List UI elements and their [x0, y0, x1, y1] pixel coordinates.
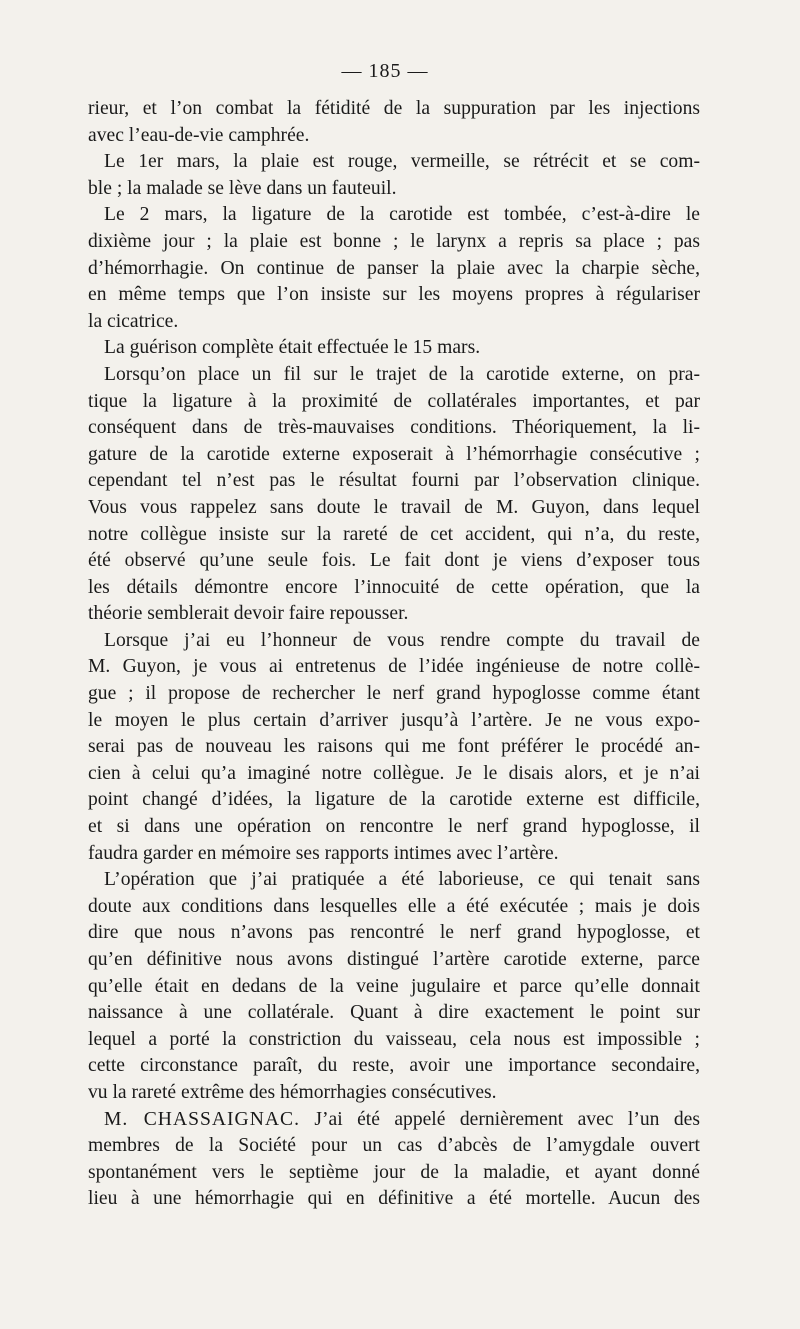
text-line: L’opération que j’ai pratiquée a été laborieuse, ce qui tenait sans: [104, 869, 700, 891]
text-line: Vous vous rappelez sans doute le travail de M. Guyon, dans lequel: [88, 496, 700, 518]
text-line: Le 1er mars, la plaie est rouge, vermeille, se rétrécit et se com-: [104, 151, 700, 173]
speaker-line-text: J’ai été appelé dernièrement avec l’un des: [314, 1108, 700, 1130]
text-line: dire que nous n’avons pas rencontré le nerf grand hypoglosse, et: [88, 922, 700, 944]
text-line: vu la rareté extrême des hémorrhagies consécutives.: [88, 1081, 497, 1103]
text-line: lieu à une hémorrhagie qui en définitive a été mortelle. Aucun des: [88, 1188, 700, 1210]
text-line: cependant tel n’est pas le résultat fourni par l’observation clinique.: [88, 470, 700, 492]
text-line: rieur, et l’on combat la fétidité de la suppuration par les injections: [88, 98, 700, 119]
speaker-name: M. CHASSAIGNAC.: [104, 1108, 300, 1130]
text-line: M. Guyon, je vous ai entretenus de l’idée ingénieuse de notre collè-: [88, 656, 700, 678]
text-line: qu’en définitive nous avons distingué l’artère carotide externe, parce: [88, 949, 700, 970]
text-line: été observé qu’une seule fois. Le fait dont je viens d’exposer tous: [88, 550, 700, 572]
text-line: doute aux conditions dans lesquelles elle a été exécutée ; mais je dois: [88, 895, 700, 917]
text-line: cette circonstance paraît, du reste, avoir une importance secondaire,: [88, 1055, 700, 1077]
text-line: naissance à une collatérale. Quant à dire exactement le point sur: [88, 1002, 700, 1024]
speaker-line: [88, 1107, 700, 1134]
text-line: et si dans une opération on rencontre le nerf grand hypoglosse, il: [88, 816, 700, 838]
text-line: le moyen le plus certain d’arriver jusqu’à l’artère. Je ne vous expo-: [88, 709, 700, 731]
body-text: [88, 96, 700, 1213]
text-line: spontanément vers le septième jour de la maladie, et ayant donné: [88, 1161, 700, 1183]
text-line: point changé d’idées, la ligature de la carotide externe est difficile,: [88, 789, 700, 811]
text-line: notre collègue insiste sur la rareté de cet accident, qui n’a, du reste,: [88, 523, 700, 545]
text-line: Lorsque j’ai eu l’honneur de vous rendre compte du travail de: [104, 629, 700, 651]
text-line: gue ; il propose de rechercher le nerf grand hypoglosse comme étant: [88, 683, 700, 705]
text-line: faudra garder en mémoire ses rapports intimes avec l’artère.: [88, 842, 559, 864]
text-line: avec l’eau-de-vie camphrée.: [88, 124, 310, 146]
text-line: la cicatrice.: [88, 310, 179, 332]
text-line: Lorsqu’on place un fil sur le trajet de la carotide externe, on pra-: [104, 363, 700, 385]
page-number: — 185 —: [341, 60, 429, 82]
text-line: en même temps que l’on insiste sur les moyens propres à régulariser: [88, 284, 700, 306]
text-line: cien à celui qu’a imaginé notre collègue. Je le disais alors, et je n’ai: [88, 762, 700, 784]
text-line: ble ; la malade se lève dans un fauteuil.: [88, 177, 397, 199]
text-line: lequel a porté la constriction du vaisseau, cela nous est impossible ;: [88, 1028, 700, 1050]
text-line: membres de la Société pour un cas d’abcès de l’amygdale ouvert: [88, 1135, 700, 1157]
text-line: tique la ligature à la proximité de collatérales importantes, et par: [88, 390, 700, 412]
text-line: gature de la carotide externe exposerait à l’hémorrhagie consécutive ;: [88, 443, 700, 465]
text-line: serai pas de nouveau les raisons qui me font préférer le procédé an-: [88, 736, 700, 758]
text-line: conséquent dans de très-mauvaises conditions. Théoriquement, la li-: [88, 417, 700, 439]
text-line: qu’elle était en dedans de la veine jugulaire et parce qu’elle donnait: [88, 975, 700, 997]
text-line: dixième jour ; la plaie est bonne ; le larynx a repris sa place ; pas: [88, 230, 700, 252]
text-line: La guérison complète était effectuée le 15 mars.: [104, 337, 481, 359]
text-line: les détails démontre encore l’innocuité de cette opération, que la: [88, 576, 700, 598]
text-line: Le 2 mars, la ligature de la carotide est tombée, c’est-à-dire le: [104, 204, 700, 226]
text-line: théorie semblerait devoir faire repousser.: [88, 603, 409, 625]
text-line: d’hémorrhagie. On continue de panser la plaie avec la charpie sèche,: [88, 257, 700, 279]
